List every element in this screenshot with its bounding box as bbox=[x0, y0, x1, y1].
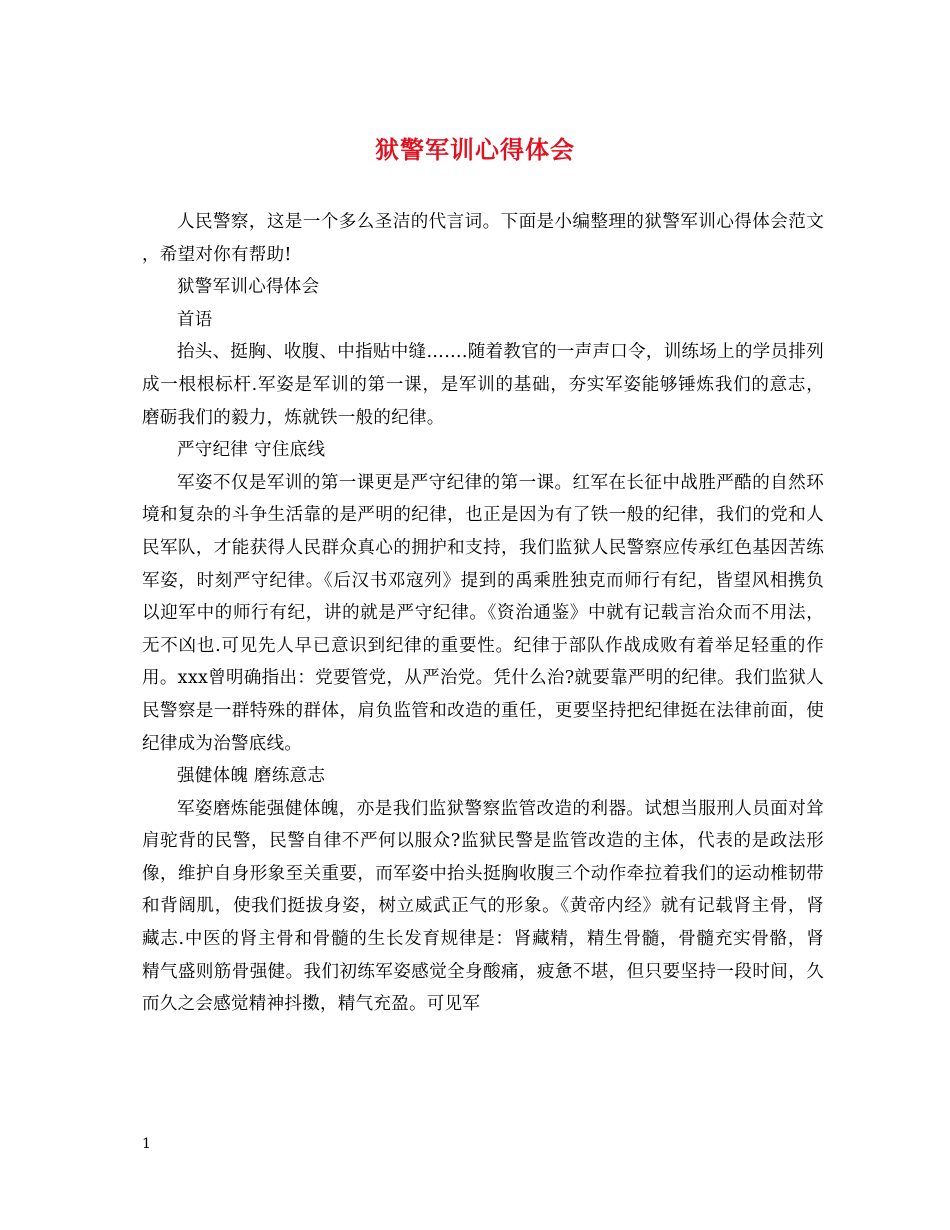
page-number: 1 bbox=[142, 1136, 151, 1152]
physique-paragraph: 军姿磨炼能强健体魄，亦是我们监狱警察监管改造的利器。试想当服刑人员面对耸肩驼背的民警，民警自律不严何以服众?监狱民警是监管改造的主体，代表的是政法形像，维护自身形象至关重要，而军姿中抬头挺胸收腹三个动作牵拉着我们的运动椎韧带和背阔肌，使我们挺拔身姿，树立威武正气的形象。《黄帝内经》就有记载肾主骨，肾藏志.中医的肾主骨和骨髓的生长发育规律是：肾藏精，精生骨髓，骨髓充实骨骼，肾精气盛则筋骨强健。我们初练军姿感觉全身酸痛，疲惫不堪，但只要坚持一段时间，久而久之会感觉精神抖擞，精气充盈。可见军 bbox=[142, 798, 824, 1015]
document-body bbox=[142, 206, 824, 1021]
section-heading-preface: 首语 bbox=[177, 309, 213, 330]
section-heading-main: 狱警军训心得体会 bbox=[177, 277, 320, 298]
section-heading-physique: 强健体魄 磨练意志 bbox=[177, 766, 326, 787]
section-heading-discipline: 严守纪律 守住底线 bbox=[177, 440, 326, 461]
intro-paragraph: 人民警察，这是一个多么圣洁的代言词。下面是小编整理的狱警军训心得体会范文 ，希望对你有帮助! bbox=[142, 212, 824, 265]
discipline-paragraph: 军姿不仅是军训的第一课更是严守纪律的第一课。红军在长征中战胜严酷的自然环境和复杂的斗争生活靠的是严明的纪律，也正是因为有了铁一般的纪律，我们的党和人民军队，才能获得人民群众真心的拥护和支持，我们监狱人民警察应传承红色基因苦练军姿，时刻严守纪律。《后汉书邓寇列》提到的禹乘胜独克而师行有纪，皆望风相携负以迎军中的师行有纪，讲的就是严守纪律。《资治通鉴》中就有记载言治众而不用法，无不凶也.可见先人早已意识到纪律的重要性。纪律于部队作战成败有着举足轻重的作用。xxx曾明确指出：党要管党，从严治党。凭什么治?就要靠严明的纪律。我们监狱人民警察是一群特殊的群体，肩负监管和改造的重任，更要坚持把纪律挺在法律前面，使纪律成为治警底线。 bbox=[142, 472, 824, 754]
document-title: 狱警军训心得体会 bbox=[375, 135, 575, 164]
preface-paragraph: 抬头、挺胸、收腹、中指贴中缝…….随着教官的一声声口令，训练场上的学员排列成一根根标杆.军姿是军训的第一课，是军训的基础，夯实军姿能够锤炼我们的意志，磨砺我们的毅力，炼就铁一般的纪律。 bbox=[142, 342, 824, 428]
